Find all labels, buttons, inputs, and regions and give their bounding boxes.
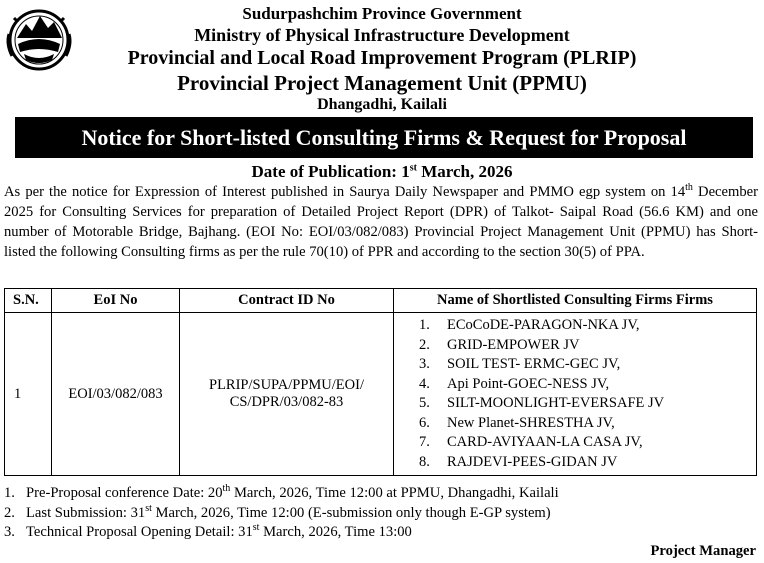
- table-row: [5, 313, 757, 476]
- header-firm-names: Name of Shortlisted Consulting Firms Firms: [394, 289, 757, 313]
- firm-list: [419, 316, 756, 472]
- publication-date: Date of Publication: 1st March, 2026: [251, 162, 513, 181]
- list-item: 4. Api Point-GOEC-NESS JV,: [419, 375, 610, 392]
- header-province: Sudurpashchim Province Government: [242, 4, 522, 23]
- notice-body-paragraph: As per the notice for Expression of Interest published in Saurya Daily Newspaper and PMMO egp system on 14th December 2025 for Consulting Services for preparation of Detailed Project Report (DPR) of Talkot- Saipal Road (56.6 KM) and one number of Motorable Bridge, Bajhang. (EOI No: EOI/03/082/083) Provincial Project Management Unit (PPMU) has Short-listed the following Consulting firms as per the rule 70(10) of PPR and according to the section 30(5) of PPA.: [4, 182, 758, 260]
- table-header-row: [5, 289, 757, 313]
- cell-eoi-no: EOI/03/082/083: [52, 313, 180, 476]
- signatory-title: Project Manager: [650, 543, 756, 559]
- cell-sn: 1: [5, 313, 52, 476]
- list-item: 2. GRID-EMPOWER JV: [419, 336, 580, 353]
- list-item: 3. SOIL TEST- ERMC-GEC JV,: [419, 356, 621, 372]
- cell-firm-list: [394, 313, 757, 476]
- header-contract-id: Contract ID No: [180, 289, 394, 313]
- header-eoi-no: EoI No: [52, 289, 180, 313]
- shortlist-table: [4, 288, 757, 476]
- header-program: Provincial and Local Road Improvement Program (PLRIP): [127, 47, 637, 69]
- list-item: 5. SILT-MOONLIGHT-EVERSAFE JV: [419, 395, 665, 411]
- header-ministry: Ministry of Physical Infrastructure Development: [194, 25, 570, 45]
- notice-title-banner: Notice for Short-listed Consulting Firms & Request for Proposal: [15, 117, 753, 158]
- pre-proposal-item: 1. Pre-Proposal conference Date: 20th March, 2026, Time 12:00 at PPMU, Dhangadhi, Kailali: [4, 483, 559, 501]
- list-item: 7. CARD-AVIYAAN-LA CASA JV,: [419, 434, 643, 450]
- header-sn: S.N.: [5, 289, 52, 313]
- header-location: Dhangadhi, Kailali: [317, 96, 447, 113]
- list-item: 6. New Planet-SHRESTHA JV,: [419, 414, 615, 431]
- list-item: 1. ECoCoDE-PARAGON-NKA JV,: [419, 317, 640, 333]
- header-unit: Provincial Project Management Unit (PPMU): [177, 71, 587, 95]
- proposal-opening-item: 3. Technical Proposal Opening Detail: 31st March, 2026, Time 13:00: [4, 522, 412, 540]
- list-item: 8. RAJDEVI-PEES-GIDAN JV: [419, 453, 618, 470]
- schedule-list: [4, 484, 559, 543]
- last-submission-item: 2. Last Submission: 31st March, 2026, Time 12:00 (E-submission only though E-GP system): [4, 502, 551, 521]
- cell-contract-id: PLRIP/SUPA/PPMU/EOI/ CS/DPR/03/082-83: [180, 313, 394, 476]
